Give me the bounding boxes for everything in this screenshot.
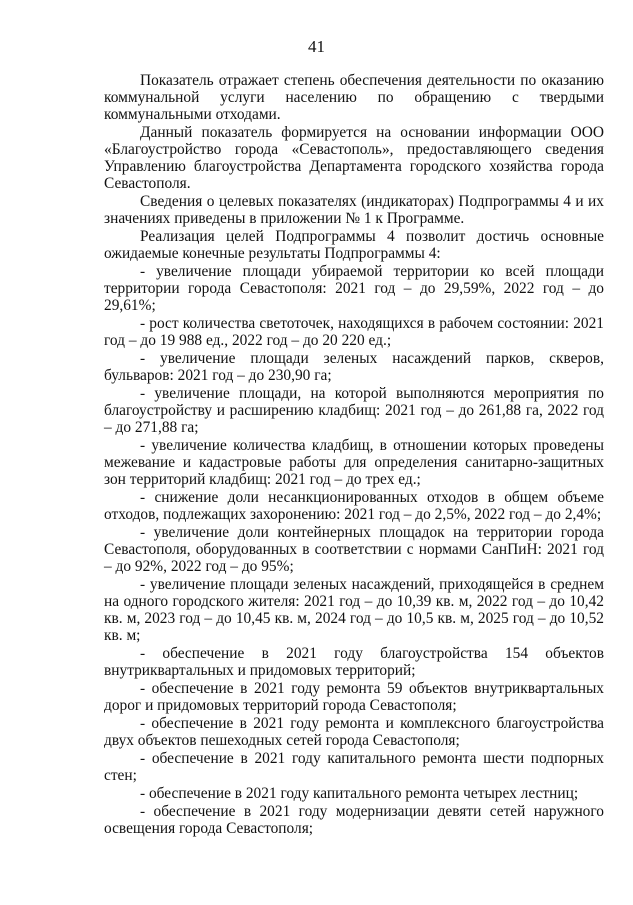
- paragraph-data-source: Данный показатель формируется на основании информации ООО «Благоустройство города «Севастополь», предоставляющего сведения Управлению благоустройства Департамента городского хозяйства города Севастополя.: [104, 124, 604, 192]
- result-item: - увеличение площади убираемой территории ко всей площади территории города Севастополя: 2021 год – до 29,59%, 2022 год – до 29,61%;: [104, 263, 604, 314]
- paragraph-expected-results-intro: Реализация целей Подпрограммы 4 позволит достичь основные ожидаемые конечные результаты Подпрограммы 4:: [104, 228, 604, 262]
- result-item: - увеличение количества кладбищ, в отношении которых проведены межевание и кадастровые работы для определения санитарно-защитных зон территорий кладбищ: 2021 год – до трех ед.;: [104, 437, 604, 488]
- result-item: - увеличение площади, на которой выполняются мероприятия по благоустройству и расширению кладбищ: 2021 год – до 261,88 га, 2022 год – до 271,88 га;: [104, 385, 604, 436]
- result-item: - увеличение площади зеленых насаждений, приходящейся в среднем на одного городского жителя: 2021 год – до 10,39 кв. м, 2022 год – до 10,42 кв. м, 2023 год – до 10,45 кв. м, 2024 год – до 10,5 кв. м, 2025 год – до 10,52 кв. м;: [104, 576, 604, 644]
- result-item: - обеспечение в 2021 году капитального ремонта шести подпорных стен;: [104, 750, 604, 784]
- result-item: - обеспечение в 2021 году модернизации девяти сетей наружного освещения города Севастополя;: [104, 803, 604, 837]
- document-body: [104, 72, 604, 837]
- paragraph-indicator-description: Показатель отражает степень обеспечения деятельности по оказанию коммунальной услуги населению по обращению с твердыми коммунальными отходами.: [104, 72, 604, 123]
- result-item: - увеличение площади зеленых насаждений парков, скверов, бульваров: 2021 год – до 230,90 га;: [104, 350, 604, 384]
- result-item: - увеличение доли контейнерных площадок на территории города Севастополя, оборудованных в соответствии с нормами СанПиН: 2021 год – до 92%, 2022 год – до 95%;: [104, 524, 604, 575]
- result-item: - обеспечение в 2021 году капитального ремонта четырех лестниц;: [140, 785, 579, 802]
- result-item: - обеспечение в 2021 году ремонта 59 объектов внутриквартальных дорог и придомовых территорий города Севастополя;: [104, 680, 604, 714]
- result-item: - обеспечение в 2021 году ремонта и комплексного благоустройства двух объектов пешеходных сетей города Севастополя;: [104, 715, 604, 749]
- result-item: - снижение доли несанкционированных отходов в общем объеме отходов, подлежащих захоронению: 2021 год – до 2,5%, 2022 год – до 2,4%;: [104, 489, 604, 523]
- result-item: - обеспечение в 2021 году благоустройства 154 объектов внутриквартальных и придомовых территорий;: [104, 645, 604, 679]
- result-item: - рост количества светоточек, находящихся в рабочем состоянии: 2021 год – до 19 988 ед., 2022 год – до 20 220 ед.;: [104, 315, 604, 349]
- page-number: 41: [308, 37, 325, 56]
- paragraph-indicators-reference: Сведения о целевых показателях (индикаторах) Подпрограммы 4 и их значениях приведены в приложении № 1 к Программе.: [104, 193, 604, 227]
